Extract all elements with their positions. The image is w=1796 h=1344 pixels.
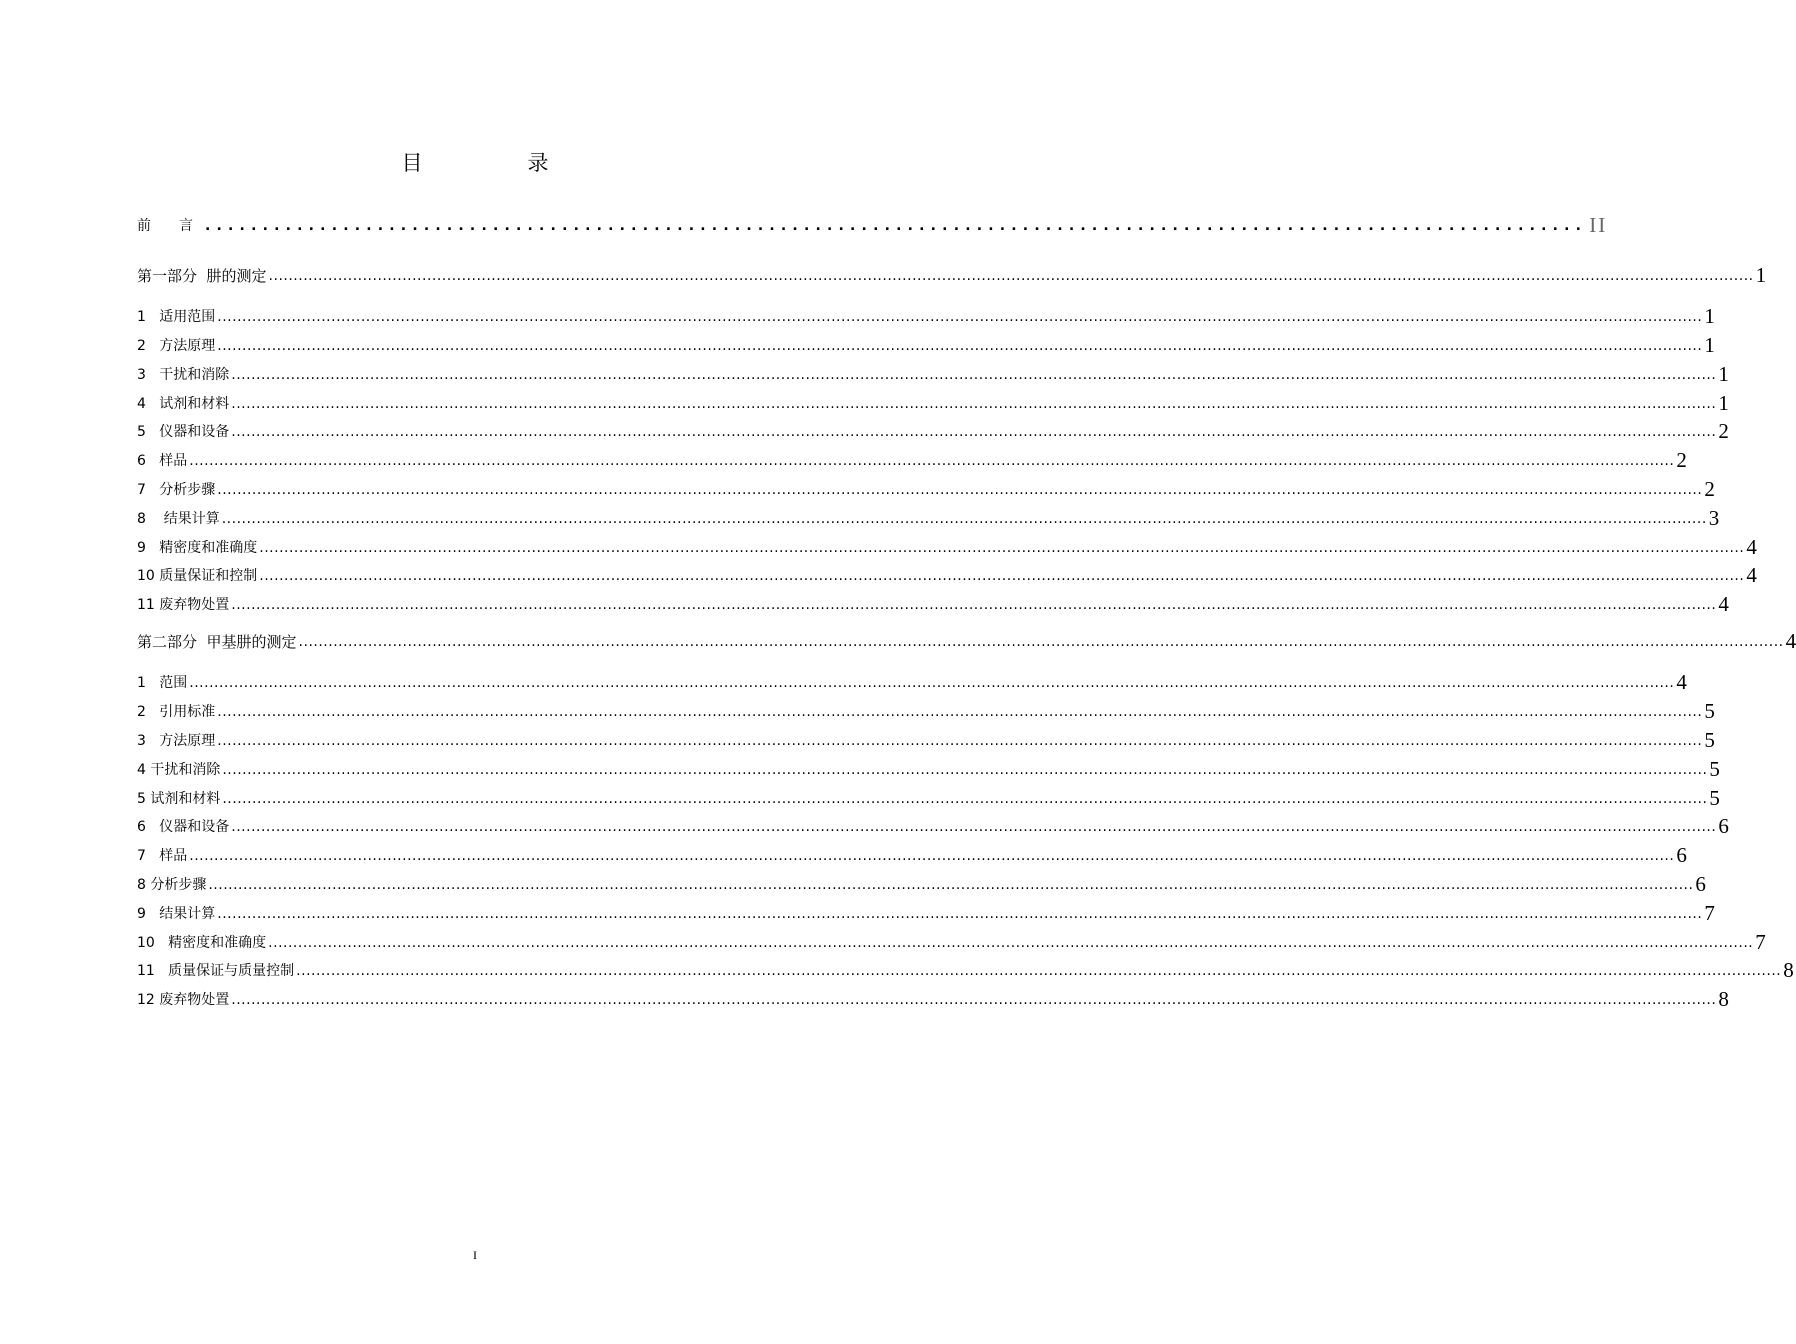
entry-page-number: 4 — [1746, 563, 1757, 587]
dot-leader: ............................................................................................................................................................................................................................................................................................................ — [259, 568, 1745, 584]
entry-page-number: 5 — [1704, 728, 1715, 752]
dot-leader: ............................................................................................................................................................................................................................................................................................................ — [217, 733, 1703, 749]
toc-preface-entry — [137, 212, 1608, 237]
dot-leader: ............................................................................................................................................................................................................................................................................................................ — [189, 453, 1675, 469]
entry-label: 10 质量保证和控制 — [137, 568, 258, 584]
entry-label: 11 质量保证与质量控制 — [137, 963, 295, 979]
entry-page-number: 1 — [1718, 391, 1729, 415]
entry-page-number: 1 — [1704, 333, 1715, 357]
toc-entry — [137, 390, 1729, 415]
entry-page-number: 8 — [1783, 958, 1794, 982]
toc-entry — [137, 929, 1766, 954]
toc-entry — [137, 727, 1715, 752]
entry-page-number: 4 — [1785, 629, 1796, 653]
entry-label: 4 试剂和材料 — [137, 396, 230, 412]
toc-entry — [137, 591, 1729, 616]
toc-entry — [137, 361, 1729, 386]
entry-page-number: 5 — [1709, 786, 1720, 810]
dot-leader: ............................................................................................................................................................................................................................................................................................................ — [259, 540, 1745, 556]
entry-page-number: 2 — [1676, 448, 1687, 472]
entry-label: 3 干扰和消除 — [137, 367, 230, 383]
dot-leader: ............................................................................................................................................................................................................................................................................................................ — [217, 338, 1703, 354]
dot-leader: ............................................................................................................................................................................................................................................................................................................ — [268, 935, 1754, 951]
entry-page-number: 4 — [1676, 670, 1687, 694]
entry-label: 1 适用范围 — [137, 309, 216, 325]
entry-page-number: 4 — [1718, 592, 1729, 616]
entry-label: 11 废弃物处置 — [137, 597, 230, 613]
entry-page-number: 1 — [1755, 263, 1767, 287]
dot-leader: ............................................................................................................................................................................................................................................................................................................ — [268, 268, 1754, 284]
entry-label: 前 言 — [137, 218, 193, 234]
entry-page-number: 1 — [1718, 362, 1729, 386]
entry-label: 9 结果计算 — [137, 906, 216, 922]
entry-page-number: 2 — [1718, 419, 1729, 443]
entry-label: 2 方法原理 — [137, 338, 216, 354]
entry-label: 8 结果计算 — [137, 511, 220, 527]
dot-leader: ............................................................................................................................................................................................................................................................................................................ — [217, 906, 1703, 922]
entry-page-number: 7 — [1755, 930, 1766, 954]
dot-leader: ............................................................................................................................................................................................................................................................................................................ — [298, 634, 1784, 650]
toc-entry — [137, 900, 1715, 925]
dot-leader: ............................................................................................................................................................................................................................................................................................................ — [208, 877, 1694, 893]
toc-entry — [137, 332, 1715, 357]
dot-leader: ............................................................................................................................................................................................................................................................................................................ — [296, 963, 1782, 979]
toc-entry — [137, 986, 1729, 1011]
toc-entry — [137, 756, 1720, 781]
dot-leader: ............................................................................................................................................................................................................................................................................................................ — [222, 762, 1708, 778]
entry-label: 第二部分 甲基肼的测定 — [137, 633, 297, 651]
entry-label: 第一部分 肼的测定 — [137, 267, 267, 285]
entry-label: 6 样品 — [137, 453, 188, 469]
entry-label: 7 样品 — [137, 848, 188, 864]
entry-label: 6 仪器和设备 — [137, 819, 230, 835]
entry-page-number: 6 — [1676, 843, 1687, 867]
toc-entry — [137, 785, 1720, 810]
dot-leader: ............................................................................................................................................................................................................................................................................................................ — [189, 848, 1675, 864]
toc-entry — [137, 562, 1757, 587]
dot-leader: ............................................................................................................................................................................................................................................................................................................ — [231, 424, 1717, 440]
toc-entry — [137, 447, 1687, 472]
toc-entry — [137, 698, 1715, 723]
toc-entry — [137, 813, 1729, 838]
dot-leader: ........................................................................................................................ — [205, 218, 1588, 234]
entry-page-number: 8 — [1718, 987, 1729, 1011]
toc-entry — [137, 476, 1715, 501]
toc-entry — [137, 842, 1687, 867]
entry-label: 3 方法原理 — [137, 733, 216, 749]
entry-label: 7 分析步骤 — [137, 482, 216, 498]
toc-title: 目 录 — [401, 151, 591, 175]
dot-leader: ............................................................................................................................................................................................................................................................................................................ — [231, 992, 1717, 1008]
entry-label: 4 干扰和消除 — [137, 762, 221, 778]
toc-entry — [137, 871, 1706, 896]
dot-leader: ............................................................................................................................................................................................................................................................................................................ — [217, 482, 1703, 498]
toc-entry — [137, 957, 1794, 982]
toc-part-entry — [137, 262, 1767, 287]
entry-label: 5 试剂和材料 — [137, 791, 221, 807]
entry-label: 10 精密度和准确度 — [137, 935, 267, 951]
dot-leader: ............................................................................................................................................................................................................................................................................................................ — [222, 791, 1708, 807]
dot-leader: ............................................................................................................................................................................................................................................................................................................ — [189, 675, 1675, 691]
toc-entry — [137, 505, 1720, 530]
toc-entry — [137, 303, 1715, 328]
dot-leader: ............................................................................................................................................................................................................................................................................................................ — [221, 511, 1707, 527]
dot-leader: ............................................................................................................................................................................................................................................................................................................ — [217, 309, 1703, 325]
entry-page-number: 2 — [1704, 477, 1715, 501]
entry-page-number: 1 — [1704, 304, 1715, 328]
entry-label: 2 引用标准 — [137, 704, 216, 720]
entry-page-number: 7 — [1704, 901, 1715, 925]
entry-label: 9 精密度和准确度 — [137, 540, 258, 556]
toc-entry — [137, 669, 1687, 694]
entry-label: 8 分析步骤 — [137, 877, 207, 893]
entry-page-number: 5 — [1709, 757, 1720, 781]
toc-entry — [137, 534, 1757, 559]
toc-part-entry — [137, 628, 1796, 653]
dot-leader: ............................................................................................................................................................................................................................................................................................................ — [217, 704, 1703, 720]
page-number: I — [473, 1248, 477, 1262]
entry-page-number: 6 — [1718, 814, 1729, 838]
entry-page-number: 3 — [1708, 506, 1720, 530]
dot-leader: ............................................................................................................................................................................................................................................................................................................ — [231, 396, 1717, 412]
entry-page-number: II — [1589, 213, 1608, 237]
dot-leader: ............................................................................................................................................................................................................................................................................................................ — [231, 367, 1717, 383]
dot-leader: ............................................................................................................................................................................................................................................................................................................ — [231, 597, 1717, 613]
entry-page-number: 5 — [1704, 699, 1715, 723]
entry-label: 1 范围 — [137, 675, 188, 691]
toc-entry — [137, 418, 1729, 443]
entry-label: 12 废弃物处置 — [137, 992, 230, 1008]
entry-page-number: 4 — [1746, 535, 1757, 559]
dot-leader: ............................................................................................................................................................................................................................................................................................................ — [231, 819, 1717, 835]
entry-page-number: 6 — [1695, 872, 1706, 896]
entry-label: 5 仪器和设备 — [137, 424, 230, 440]
